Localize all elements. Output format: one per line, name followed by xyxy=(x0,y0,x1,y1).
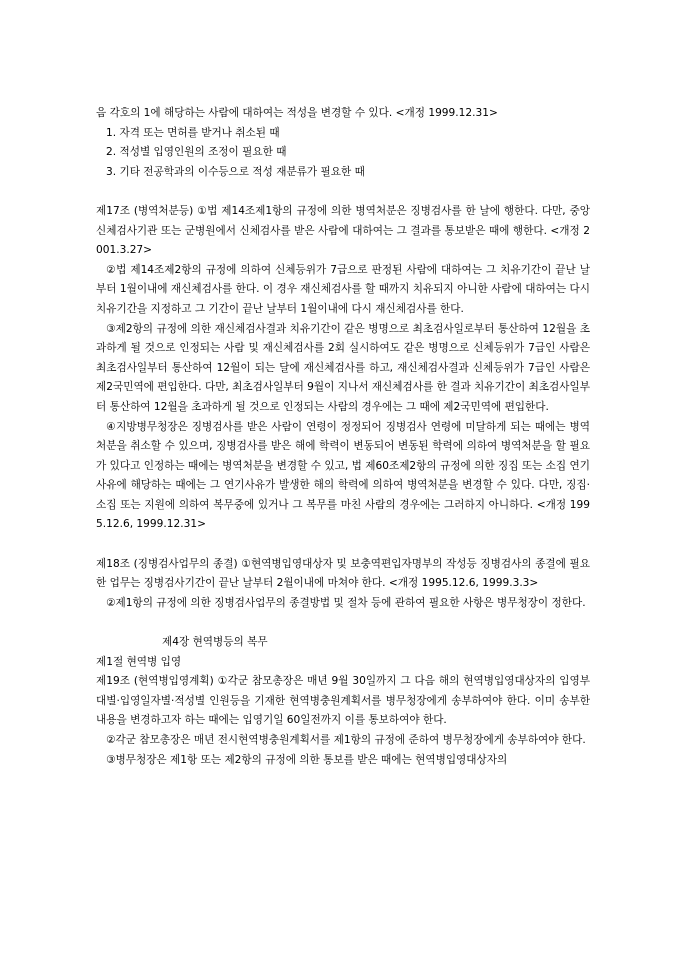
spacer xyxy=(96,535,590,555)
intro-tail-text: 음 각호의 1에 해당하는 사람에 대하여는 적성을 변경할 수 있다. <개정 1999.12.31> xyxy=(96,107,498,119)
section-heading: 제1절 현역병 입영 xyxy=(96,655,182,668)
article-17-paragraph-1: 제17조 (병역처분등) ①법 제14조제1항의 규정에 의한 병역처분은 징병검사를 한 날에 행한다. 다만, 중앙신체검사기관 또는 군병원에서 신체검사를 받은 사람에 대하여는 그 결과를 통보받은 때에 행한다. <개정 2001.3.27> xyxy=(96,204,590,257)
article-19-paragraph-2: ②각군 참모총장은 매년 전시현역병충원계획서를 제1항의 규정에 준하여 병무청장에게 송부하여야 한다. xyxy=(106,734,586,746)
spacer xyxy=(96,613,590,633)
article-17-paragraph-4: ④지방병무청장은 징병검사를 받은 사람이 연령이 정정되어 징병검사 연령에 미달하게 되는 때에는 병역처분을 취소할 수 있으며, 징병검사를 받은 해에 학력이 변동되어 변동된 학력에 의하여 병역처분을 할 필요가 있다고 인정하는 때에는 병역처분을 변경할 수 있고, 법 제60조제2항의 규정에 의한 징집 또는 소집 연기사유에 해당하는 때에는 그 연기사유가 발생한 해의 학력에 의하여 병역처분을 변경할 수 있다. 다만, 징집·소집 또는 지원에 의하여 복무중에 있거나 그 복무를 마친 사람의 경우에는 그러하지 아니하다. <개정 1995.12.6, 1999.12.31> xyxy=(96,420,590,531)
article-18-paragraph-2: ②제1항의 규정에 의한 징병검사업무의 종결방법 및 절차 등에 관하여 필요한 사항은 병무청장이 정한다. xyxy=(106,596,586,609)
article-17-paragraph-2: ②법 제14조제2항의 규정에 의하여 신체등위가 7급으로 판정된 사람에 대하여는 그 치유기간이 끝난 날부터 1월이내에 재신체검사를 한다. 이 경우 재신체검사를 할 때까지 치유되지 아니한 사람에 대하여는 다시 치유기간을 지정하고 그 기간이 끝난 날부터 1월이내에 다시 재신체검사를 한다. xyxy=(96,263,590,315)
intro-list-item-1: 1. 자격 또는 면허를 받거나 취소된 때 xyxy=(106,126,280,139)
intro-list-item-2: 2. 적성별 입영인원의 조정이 필요한 때 xyxy=(106,146,287,159)
spacer xyxy=(96,182,590,202)
article-18-paragraph-1: 제18조 (징병검사업무의 종결) ①현역병입영대상자 및 보충역편입자명부의 작성등 징병검사의 종결에 필요한 업무는 징병검사기간이 끝난 날부터 2월이내에 마쳐야 한다. <개정 1995.12.6, 1999.3.3> xyxy=(96,557,590,590)
chapter-heading: 제4장 현역병등의 복무 xyxy=(162,636,268,649)
document-page xyxy=(96,104,590,770)
article-19-paragraph-3: ③병무청장은 제1항 또는 제2항의 규정에 의한 통보를 받은 때에는 현역병입영대상자의 xyxy=(106,753,508,766)
article-19-paragraph-1: 제19조 (현역병입영계획) ①각군 참모총장은 매년 9월 30일까지 그 다음 해의 현역병입영대상자의 입영부대별·입영일자별·적성별 인원등을 기재한 현역병충원계획서를 병무청장에게 송부하여야 한다. 이미 송부한 내용을 변경하고자 하는 때에는 입영기일 60일전까지 이를 통보하여야 한다. xyxy=(96,675,590,727)
article-17-paragraph-3: ③제2항의 규정에 의한 재신체검사결과 치유기간이 같은 병명으로 최초검사일로부터 통산하여 12월을 초과하게 될 것으로 인정되는 사람 및 재신체검사를 2회 실시하여도 같은 병명으로 신체등위가 7급인 사람은 최초검사일부터 통산하여 12월이 되는 달에 재신체검사를 하고, 재신체검사결과 신체등위가 7급인 사람은 제2국민역에 편입한다. 다만, 최초검사일부터 9월이 지나서 재신체검사를 한 결과 치유기간이 최초검사일부터 통산하여 12월을 초과하게 될 것으로 인정되는 사람의 경우에는 그 때에 제2국민역에 편입한다. xyxy=(96,322,590,413)
intro-list-item-3: 3. 기타 전공학과의 이수등으로 적성 재분류가 필요한 때 xyxy=(106,165,365,178)
